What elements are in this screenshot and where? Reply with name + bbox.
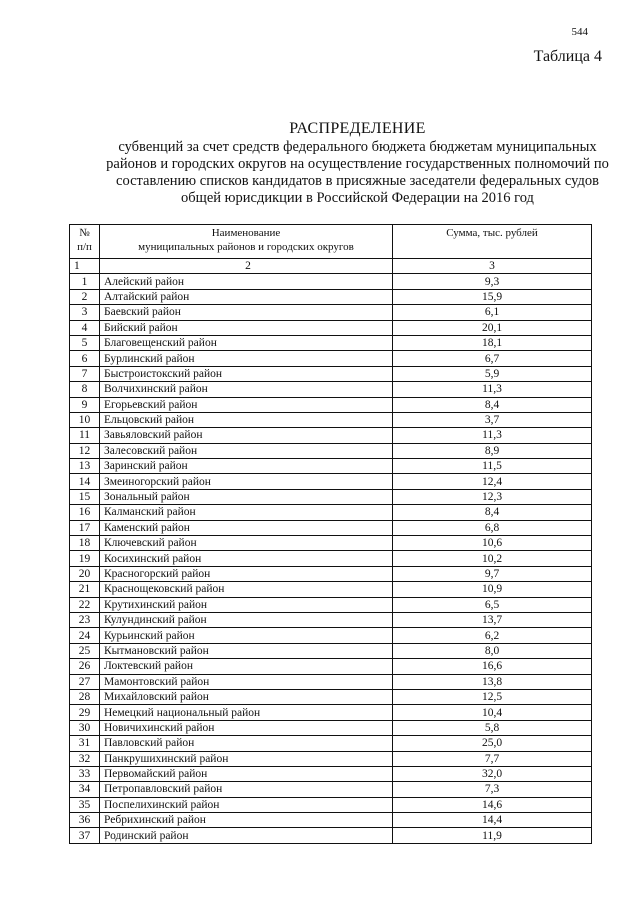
district-name: Крутихинский район [100,597,393,612]
subvention-amount: 10,2 [393,551,592,566]
subvention-amount: 8,4 [393,505,592,520]
table-row [70,366,592,381]
row-number: 19 [70,551,100,566]
row-number: 4 [70,320,100,335]
table-row [70,766,592,781]
district-name: Бурлинский район [100,351,393,366]
table-row [70,305,592,320]
district-name: Калманский район [100,505,393,520]
row-number: 12 [70,443,100,458]
table-row [70,828,592,843]
district-name: Залесовский район [100,443,393,458]
subvention-amount: 18,1 [393,335,592,350]
row-number: 8 [70,382,100,397]
district-name: Локтевский район [100,659,393,674]
row-number: 29 [70,705,100,720]
table-row [70,505,592,520]
district-name: Егорьевский район [100,397,393,412]
subvention-amount: 5,8 [393,720,592,735]
subvention-amount: 6,1 [393,305,592,320]
district-name: Родинский район [100,828,393,843]
subvention-amount: 8,9 [393,443,592,458]
district-name: Бийский район [100,320,393,335]
subvention-amount: 6,8 [393,520,592,535]
header-name-line: муниципальных районов и городских округов [138,241,354,253]
table-row [70,612,592,627]
district-name: Волчихинский район [100,382,393,397]
row-number: 32 [70,751,100,766]
row-number: 13 [70,459,100,474]
table-row [70,489,592,504]
table-row [70,351,592,366]
subvention-amount: 5,9 [393,366,592,381]
subvention-amount: 14,6 [393,797,592,812]
table-row [70,443,592,458]
row-number: 30 [70,720,100,735]
district-name: Краснощековский район [100,582,393,597]
table-row [70,736,592,751]
subvention-amount: 7,3 [393,782,592,797]
column-numbers-row [70,259,592,274]
district-name: Михайловский район [100,689,393,704]
district-name: Завьяловский район [100,428,393,443]
subvention-amount: 6,7 [393,351,592,366]
row-number: 9 [70,397,100,412]
row-number: 10 [70,412,100,427]
subvention-amount: 10,4 [393,705,592,720]
subvention-amount: 12,4 [393,474,592,489]
table-row [70,382,592,397]
table-row [70,782,592,797]
row-number: 24 [70,628,100,643]
column-number: 2 [100,259,393,274]
table-row [70,412,592,427]
district-name: Курьинский район [100,628,393,643]
subvention-amount: 10,6 [393,536,592,551]
row-number: 22 [70,597,100,612]
row-number: 3 [70,305,100,320]
row-number: 26 [70,659,100,674]
row-number: 28 [70,689,100,704]
subvention-amount: 10,9 [393,582,592,597]
row-number: 21 [70,582,100,597]
header-sum [393,225,592,259]
district-name: Ребрихинский район [100,813,393,828]
table-row [70,551,592,566]
subvention-amount: 20,1 [393,320,592,335]
subvention-amount: 11,3 [393,428,592,443]
table-row [70,659,592,674]
column-number: 1 [70,259,100,274]
district-name: Алтайский район [100,289,393,304]
subvention-amount: 13,8 [393,674,592,689]
subvention-amount: 12,5 [393,689,592,704]
row-number: 18 [70,536,100,551]
table-row [70,597,592,612]
table-row [70,797,592,812]
row-number: 11 [70,428,100,443]
page-number: 544 [571,26,588,38]
subtitle-line: районов и городских округов на осуществление государственных полномочий по [106,156,609,172]
row-number: 5 [70,335,100,350]
row-number: 34 [70,782,100,797]
subvention-amount: 7,7 [393,751,592,766]
district-name: Красногорский район [100,566,393,581]
table-row [70,397,592,412]
subvention-amount: 9,3 [393,274,592,289]
table-row [70,705,592,720]
district-name: Баевский район [100,305,393,320]
distribution-table [69,224,592,844]
subvention-amount: 3,7 [393,412,592,427]
table-label: Таблица 4 [533,48,602,65]
header-name-line: Наименование [211,227,281,239]
table-row [70,274,592,289]
subvention-amount: 11,3 [393,382,592,397]
row-number: 33 [70,766,100,781]
district-name: Заринский район [100,459,393,474]
district-name: Алейский район [100,274,393,289]
table-row [70,582,592,597]
subvention-amount: 6,2 [393,628,592,643]
document-title: РАСПРЕДЕЛЕНИЕ [289,120,426,137]
subvention-amount: 15,9 [393,289,592,304]
district-name: Змеиногорский район [100,474,393,489]
subvention-amount: 9,7 [393,566,592,581]
subtitle-line: составлению списков кандидатов в присяжные заседатели федеральных судов [116,173,599,189]
table-row [70,643,592,658]
district-name: Поспелихинский район [100,797,393,812]
row-number: 17 [70,520,100,535]
subvention-amount: 25,0 [393,736,592,751]
row-number: 15 [70,489,100,504]
table-row [70,628,592,643]
table-row [70,474,592,489]
subvention-amount: 12,3 [393,489,592,504]
header-num [70,225,100,259]
table-row [70,289,592,304]
table-row [70,520,592,535]
subvention-amount: 14,4 [393,813,592,828]
header-sum-line: Сумма, тыс. рублей [446,227,538,239]
subvention-amount: 8,4 [393,397,592,412]
table-row [70,674,592,689]
table-header-row [70,225,592,259]
row-number: 31 [70,736,100,751]
table-row [70,536,592,551]
district-name: Панкрушихинский район [100,751,393,766]
district-name: Ельцовский район [100,412,393,427]
subvention-amount: 11,5 [393,459,592,474]
header-num-line: № [79,227,90,239]
district-name: Петропавловский район [100,782,393,797]
table-row [70,813,592,828]
district-name: Новичихинский район [100,720,393,735]
district-name: Павловский район [100,736,393,751]
table-row [70,566,592,581]
subvention-amount: 6,5 [393,597,592,612]
header-num-line: п/п [77,241,92,253]
row-number: 36 [70,813,100,828]
document-subtitle [60,139,640,207]
subvention-amount: 16,6 [393,659,592,674]
district-name: Немецкий национальный район [100,705,393,720]
subvention-amount: 11,9 [393,828,592,843]
column-number: 3 [393,259,592,274]
row-number: 7 [70,366,100,381]
row-number: 2 [70,289,100,304]
table-row [70,720,592,735]
subtitle-line: общей юрисдикции в Российской Федерации на 2016 год [181,190,534,206]
row-number: 16 [70,505,100,520]
subvention-amount: 32,0 [393,766,592,781]
subvention-amount: 13,7 [393,612,592,627]
table-row [70,320,592,335]
district-name: Косихинский район [100,551,393,566]
row-number: 20 [70,566,100,581]
title-block [60,119,640,207]
table-row [70,428,592,443]
row-number: 35 [70,797,100,812]
subvention-amount: 8,0 [393,643,592,658]
district-name: Кулундинский район [100,612,393,627]
district-name: Мамонтовский район [100,674,393,689]
district-name: Кытмановский район [100,643,393,658]
header-name [100,225,393,259]
table-row [70,751,592,766]
row-number: 14 [70,474,100,489]
subtitle-line: субвенций за счет средств федерального бюджета бюджетам муниципальных [118,139,597,155]
row-number: 25 [70,643,100,658]
district-name: Первомайский район [100,766,393,781]
district-name: Зональный район [100,489,393,504]
table-row [70,689,592,704]
row-number: 37 [70,828,100,843]
district-name: Каменский район [100,520,393,535]
district-name: Ключевский район [100,536,393,551]
row-number: 1 [70,274,100,289]
table-row [70,459,592,474]
row-number: 23 [70,612,100,627]
district-name: Благовещенский район [100,335,393,350]
district-name: Быстроистокский район [100,366,393,381]
table-row [70,335,592,350]
row-number: 6 [70,351,100,366]
row-number: 27 [70,674,100,689]
